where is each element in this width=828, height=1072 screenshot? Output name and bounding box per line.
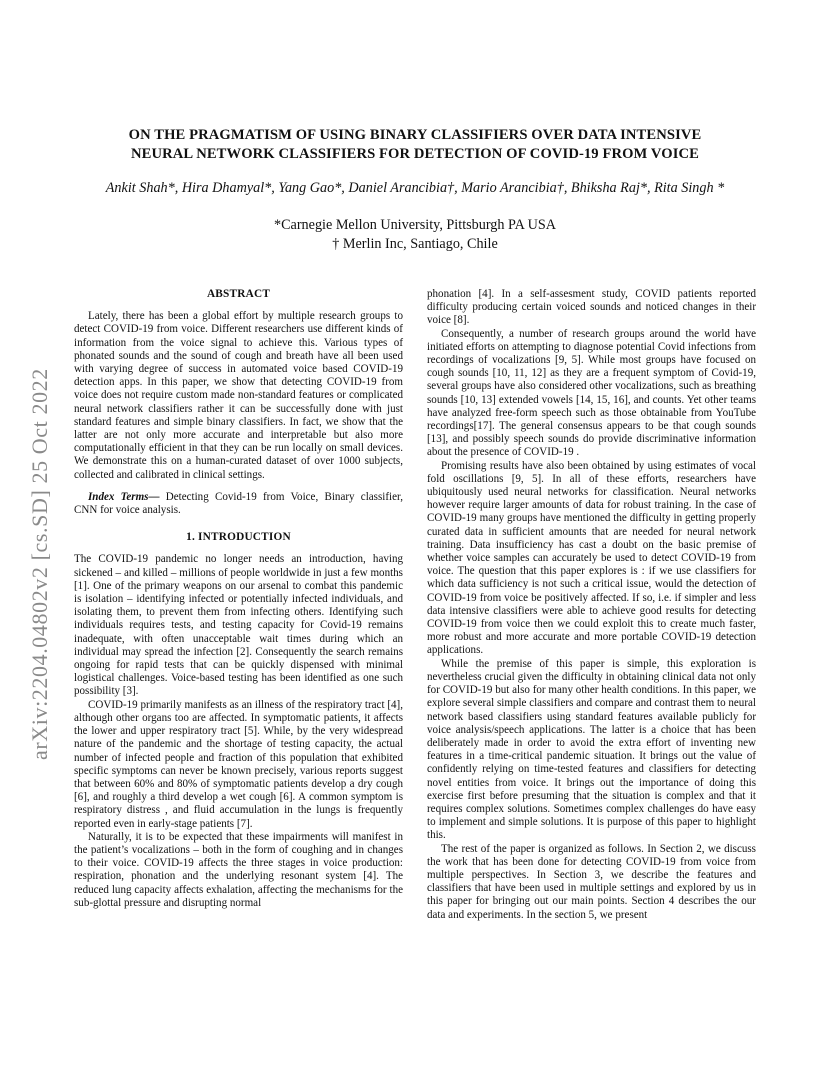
author-list: Ankit Shah*, Hira Dhamyal*, Yang Gao*, Daniel Arancibia†, Mario Arancibia†, Bhiksha Raj*, Rita Singh * <box>105 180 725 196</box>
body-paragraph: Promising results have also been obtained by using estimates of vocal fold oscillations [9, 5]. In all of these efforts, researchers have ubiquitously used neural networks for classification. Neural networks however require larger amounts of data for robust training. In the case of COVID-19 many groups have mentioned the difficulty in getting properly curated data in sufficient amounts that are needed for neural network training. Data insufficiency has cast a doubt on the basic premise of whether voice samples can accurately be used to detect COVID-19 from voice. The question that this paper explores is : if we use classifiers for which data sufficiency is not such a critical issue, would the detection of COVID-19 from voice be positively affected. If so, i.e. if simpler and less data intensive classifiers were able to achieve good results for detecting COVID-19 from voice then we could exploit this to create much faster, more robust and more accurate and more portable COVID-19 detection applications. <box>427 459 756 657</box>
intro-paragraph: COVID-19 primarily manifests as an illness of the respiratory tract [4], although other organs too are affected. In symptomatic patients, it affects the lower and upper respiratory tract [5]. While, by the very widespread nature of the pandemic and the shortage of testing capacity, the actual number of infected people and fraction of this population that exhibited specific symptoms can never be known precisely, various reports suggest that between 60% and 80% of symptomatic patients develop a dry cough [6], and roughly a third develop a wet cough [6]. A common symptom is respiratory distress , and fluid accumulation in the lungs is frequently reported even in early-stage patients [7]. <box>74 698 403 830</box>
introduction-heading: 1. INTRODUCTION <box>186 531 291 544</box>
index-terms-text: Detecting Covid-19 from Voice, Binary classifier, CNN for voice analysis. <box>74 490 403 517</box>
affiliation-1: *Carnegie Mellon University, Pittsburgh PA USA <box>273 217 557 233</box>
abstract-heading: ABSTRACT <box>206 288 271 300</box>
affiliation-2: † Merlin Inc, Santiago, Chile <box>332 236 498 252</box>
title-line-2: NEURAL NETWORK CLASSIFIERS FOR DETECTION OF COVID-19 FROM VOICE <box>131 146 699 162</box>
body-paragraph: Consequently, a number of research groups around the world have initiated efforts on attempting to diagnose potential Covid infections from recordings of vocalizations [9, 5]. While most groups have focused on cough sounds [10, 11, 12] as they are a frequent symptom of Covid-19, several groups have also considered other vocalizations, such as breathing sounds [10, 13] extended vowels [14, 15, 16], and counts. Yet other teams have analyzed free-form speech such as those obtainable from YouTube recordings[17]. The general consensus appears to be that cough sounds [13], and possibly speech sounds do provide discriminative information about the presence of COVID-19 . <box>427 327 756 459</box>
arxiv-identifier: arXiv:2204.04802v2 [cs.SD] 25 Oct 2022 <box>27 368 52 760</box>
index-terms <box>74 491 403 517</box>
title-line-1: ON THE PRAGMATISM OF USING BINARY CLASSIFIERS OVER DATA INTENSIVE <box>128 127 702 143</box>
left-column <box>74 288 403 910</box>
body-paragraph: While the premise of this paper is simple, this exploration is nevertheless crucial given the difficulty in obtaining clinical data not only for COVID-19 but also for many other health conditions. In this paper, we explore several simple classifiers and compare and contrast them to neural network based classifiers using standard features available publicly for voice analysis/speech applications. The latter is a choice that has been deliberately made in order to avoid the extra effort of inventing new features in a time-critical pandemic situation. It brings out the value of confidently relying on time-tested features and classifiers for detecting novel entities from voice. It brings out the importance of doing this exercise first before presuming that the situation is complex and that it requires complex solutions. Sometimes complex challenges do have easy to implement and simple solutions. It is purpose of this paper to highlight this. <box>427 657 756 842</box>
abstract-text: Lately, there has been a global effort by multiple research groups to detect COVID-19 from voice. Different researchers use different kinds of information from the voice signal to achieve this. Various types of phonated sounds and the sound of cough and breath have all been used with varying degree of success in automated voice based COVID-19 detection apps. In this paper, we show that detecting COVID-19 from voice does not require custom made non-standard features or complicated neural network classifiers rather it can be successfully done with just standard features and simple binary classifiers. In fact, we show that the latter are not only more accurate and interpretable but also more computationally efficient in that they can be run locally on small devices. We demonstrate this on a human-curated dataset of over 1000 subjects, collected and calibrated in clinical settings. <box>74 310 403 481</box>
body-paragraph: The rest of the paper is organized as follows. In Section 2, we discuss the work that has been done for detecting COVID-19 from voice from multiple perspectives. In Section 3, we describe the features and classifiers that have been used in multiple settings and explored by us in this paper for bringing out our main points. Section 4 describes the our data and experiments. In the section 5, we present <box>427 842 756 921</box>
index-terms-label: Index Terms— <box>88 490 160 503</box>
intro-paragraph: Naturally, it is to be expected that these impairments will manifest in the patient’s vocalizations – both in the form of coughing and in changes to their voice. COVID-19 affects the three stages in voice production: respiration, phonation and the underlying resonant system [4]. The reduced lung capacity affects exhalation, affecting the mechanisms for the sub-glottal pressure and disrupting normal <box>74 830 403 909</box>
body-paragraph: phonation [4]. In a self-assesment study, COVID patients reported difficulty producing certain voiced sounds and noticed changes in their voice [8]. <box>427 288 756 327</box>
intro-paragraph: The COVID-19 pandemic no longer needs an introduction, having sickened – and killed – millions of people worldwide in just a few months [1]. One of the primary weapons on our arsenal to combat this pandemic is isolation – identifying infected or potentially infected individuals, and isolating them, to prevent them from infecting others. Identifying such individuals requires tests, and testing capacity for Covid-19 remains inadequate, with often unacceptable wait times during which an individual may spread the infection [2]. Consequently the search remains ongoing for rapid tests that can be quickly dispensed with minimal logistical challenges. Voice-based testing has been identified as one such possibility [3]. <box>74 553 403 698</box>
paper-title <box>80 126 750 164</box>
right-column <box>427 288 756 922</box>
